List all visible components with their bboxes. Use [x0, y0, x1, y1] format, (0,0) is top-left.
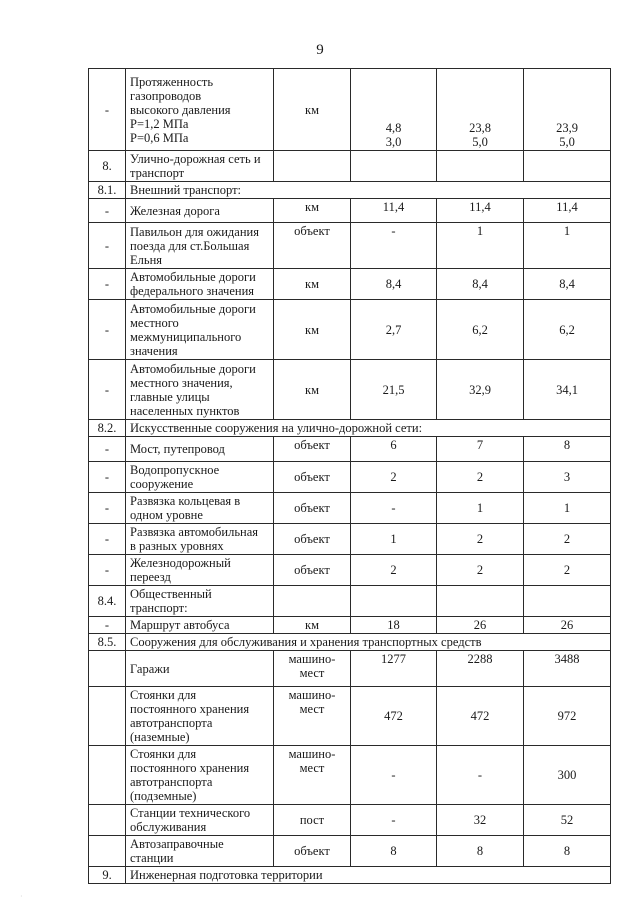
- row-number: 9.: [89, 867, 126, 884]
- table-row: [89, 199, 611, 223]
- text-line: 21,5: [382, 382, 405, 397]
- text-line: 18: [387, 618, 400, 632]
- value-cell: [351, 687, 437, 746]
- unit-cell: объект: [274, 462, 351, 493]
- text-line: 2: [476, 532, 484, 546]
- text-line: местного значения,: [130, 375, 233, 390]
- value-cell: [437, 687, 524, 746]
- indicator-name: [126, 199, 274, 223]
- section-title: Внешний транспорт:: [126, 182, 611, 199]
- text-line: Гаражи: [130, 661, 170, 676]
- table-row: [89, 586, 611, 617]
- text-line: обслуживания: [130, 820, 207, 834]
- text-line: Павильон для ожидания: [130, 224, 259, 239]
- table-row: [89, 836, 611, 867]
- unit-cell: объект: [274, 437, 351, 462]
- indicator-name: [126, 836, 274, 867]
- text-line: 23,9: [556, 121, 578, 135]
- text-line: 2: [476, 470, 484, 484]
- value-cell: [524, 586, 611, 617]
- text-line: (подземные): [130, 789, 197, 803]
- table-row: [89, 617, 611, 634]
- indicator-name: [126, 300, 274, 360]
- value-cell: [437, 223, 524, 269]
- text-line: 8: [476, 844, 484, 858]
- text-line: Стоянки для: [130, 747, 197, 761]
- row-number: -: [89, 223, 126, 269]
- value-cell: [437, 555, 524, 586]
- text-line: 2: [476, 563, 484, 577]
- text-line: Мост, путепровод: [130, 442, 225, 456]
- indicator-name: [126, 651, 274, 687]
- text-line: Водопропускное: [130, 463, 220, 477]
- unit-cell: км: [274, 360, 351, 420]
- text-line: в разных уровнях: [130, 539, 224, 553]
- value-cell: [437, 151, 524, 182]
- text-line: 11,4: [382, 200, 405, 214]
- text-line: 2288: [467, 652, 493, 666]
- text-line: 32: [473, 813, 487, 827]
- unit-cell: машино- мест: [274, 651, 351, 687]
- text-line: -: [391, 768, 396, 782]
- table-row: [89, 360, 611, 420]
- text-line: Ельня: [130, 252, 163, 267]
- value-cell: [351, 586, 437, 617]
- text-line: Автомобильные дороги: [130, 301, 256, 316]
- row-number: [89, 746, 126, 805]
- text-line: 3: [563, 470, 571, 484]
- text-line: 8: [563, 438, 571, 452]
- value-cell: [351, 555, 437, 586]
- indicator-name: [126, 555, 274, 586]
- value-cell: [524, 746, 611, 805]
- text-line: станции: [130, 851, 174, 865]
- text-line: транспорт:: [130, 601, 188, 615]
- row-number: -: [89, 617, 126, 634]
- text-line: Маршрут автобуса: [130, 618, 230, 632]
- text-line: 3,0: [385, 135, 402, 149]
- text-line: 8,4: [472, 277, 488, 291]
- value-cell: [437, 617, 524, 634]
- value-cell: [351, 462, 437, 493]
- row-number: -: [89, 437, 126, 462]
- indicator-name: [126, 617, 274, 634]
- row-number: -: [89, 524, 126, 555]
- indicator-name: [126, 462, 274, 493]
- text-line: 2: [390, 563, 397, 577]
- indicator-name: [126, 493, 274, 524]
- text-line: 2: [563, 563, 571, 577]
- table-row: [89, 524, 611, 555]
- indicator-name: [126, 69, 274, 151]
- row-number: -: [89, 493, 126, 524]
- row-number: [89, 687, 126, 746]
- value-cell: [351, 269, 437, 300]
- table-row: [89, 746, 611, 805]
- indicator-name: [126, 524, 274, 555]
- text-line: 1: [476, 501, 484, 515]
- text-line: 11,4: [469, 200, 491, 214]
- value-cell: [437, 269, 524, 300]
- value-cell: [437, 836, 524, 867]
- text-line: 2: [390, 470, 397, 484]
- text-line: транспорт: [130, 166, 185, 180]
- value-cell: [524, 493, 611, 524]
- value-cell: [437, 199, 524, 223]
- row-number: -: [89, 555, 126, 586]
- page-number: 9: [316, 42, 324, 58]
- text-line: 2,7: [385, 322, 402, 337]
- row-number: 8.: [89, 151, 126, 182]
- unit-cell: объект: [274, 836, 351, 867]
- value-cell: [524, 223, 611, 269]
- section-row: [89, 634, 611, 651]
- indicators-table: [88, 68, 611, 884]
- text-line: 23,8: [469, 121, 491, 135]
- indicator-name: [126, 586, 274, 617]
- value-cell: [524, 617, 611, 634]
- value-cell: [524, 199, 611, 223]
- value-cell: [351, 69, 437, 151]
- value-cell: [437, 746, 524, 805]
- value-cell: [351, 617, 437, 634]
- value-cell: [351, 199, 437, 223]
- text-line: 32,9: [469, 382, 491, 397]
- value-cell: [524, 269, 611, 300]
- value-cell: [524, 437, 611, 462]
- text-line: Общественный: [130, 587, 212, 601]
- unit-cell: км: [274, 617, 351, 634]
- value-cell: [351, 836, 437, 867]
- table-row: [89, 437, 611, 462]
- table-row: [89, 300, 611, 360]
- text-line: P=0,6 МПа: [130, 130, 189, 145]
- value-cell: [524, 462, 611, 493]
- value-cell: [437, 651, 524, 687]
- value-cell: [524, 69, 611, 151]
- value-cell: [437, 586, 524, 617]
- text-line: главные улицы: [130, 389, 210, 404]
- value-cell: [524, 555, 611, 586]
- table-row: [89, 151, 611, 182]
- value-cell: [524, 300, 611, 360]
- indicator-name: [126, 687, 274, 746]
- table-row: [89, 462, 611, 493]
- text-line: Автомобильные дороги: [130, 270, 256, 284]
- table-row: [89, 555, 611, 586]
- unit-cell: объект: [274, 524, 351, 555]
- value-cell: [524, 805, 611, 836]
- text-line: -: [391, 813, 396, 827]
- unit-cell: км: [274, 199, 351, 223]
- text-line: автотранспорта: [130, 716, 213, 730]
- text-line: Протяженность: [130, 74, 214, 89]
- text-line: P=1,2 МПа: [130, 116, 189, 131]
- value-cell: [437, 69, 524, 151]
- value-cell: [351, 437, 437, 462]
- unit-cell: км: [274, 269, 351, 300]
- value-cell: [351, 223, 437, 269]
- value-cell: [351, 651, 437, 687]
- row-number: -: [89, 69, 126, 151]
- unit-cell: объект: [274, 493, 351, 524]
- indicator-name: [126, 746, 274, 805]
- unit-cell: машино- мест: [274, 746, 351, 805]
- value-cell: [437, 524, 524, 555]
- indicator-name: [126, 151, 274, 182]
- text-line: Развязка автомобильная: [130, 525, 259, 539]
- text-line: 26: [560, 618, 574, 632]
- indicator-name: [126, 805, 274, 836]
- value-cell: [351, 360, 437, 420]
- scan-edge-mark: ·: [20, 892, 23, 901]
- text-line: межмуниципального: [130, 329, 242, 344]
- table-row: [89, 651, 611, 687]
- text-line: 52: [560, 813, 574, 827]
- text-line: 3488: [554, 652, 580, 666]
- row-number: 8.2.: [89, 420, 126, 437]
- text-line: Станции технического: [130, 806, 251, 820]
- text-line: 11,4: [556, 200, 578, 214]
- row-number: [89, 651, 126, 687]
- indicator-name: [126, 437, 274, 462]
- text-line: автотранспорта: [130, 775, 213, 789]
- text-line: 1: [390, 532, 397, 546]
- text-line: 8,4: [385, 277, 402, 291]
- value-cell: [351, 746, 437, 805]
- text-line: одном уровне: [130, 508, 203, 522]
- value-cell: [524, 651, 611, 687]
- text-line: 1: [563, 224, 571, 238]
- unit-cell: машино- мест: [274, 687, 351, 746]
- text-line: 1: [563, 501, 571, 515]
- text-line: газопроводов: [130, 88, 202, 103]
- value-cell: [524, 151, 611, 182]
- text-line: -: [391, 501, 396, 515]
- text-line: (наземные): [130, 730, 190, 744]
- row-number: [89, 836, 126, 867]
- value-cell: [351, 805, 437, 836]
- text-line: высокого давления: [130, 102, 231, 117]
- text-line: переезд: [130, 570, 171, 584]
- unit-cell: объект: [274, 223, 351, 269]
- unit-cell: км: [274, 69, 351, 151]
- value-cell: [524, 836, 611, 867]
- value-cell: [437, 462, 524, 493]
- text-line: 6,2: [472, 322, 488, 337]
- text-line: федерального значения: [130, 284, 255, 298]
- section-title: Сооружения для обслуживания и хранения транспортных средств: [126, 634, 611, 651]
- row-number: 8.1.: [89, 182, 126, 199]
- text-line: Улично-дорожная сеть и: [130, 152, 261, 166]
- text-line: постоянного хранения: [130, 702, 250, 716]
- row-number: -: [89, 269, 126, 300]
- text-line: Автомобильные дороги: [130, 361, 256, 376]
- unit-cell: объект: [274, 555, 351, 586]
- row-number: -: [89, 300, 126, 360]
- text-line: 5,0: [472, 135, 488, 149]
- text-line: постоянного хранения: [130, 761, 250, 775]
- unit-cell: [274, 586, 351, 617]
- text-line: 7: [476, 438, 484, 452]
- section-row: [89, 867, 611, 884]
- value-cell: [351, 300, 437, 360]
- text-line: 8: [563, 844, 571, 858]
- row-number: -: [89, 360, 126, 420]
- value-cell: [351, 524, 437, 555]
- value-cell: [524, 524, 611, 555]
- text-line: Развязка кольцевая в: [130, 494, 241, 508]
- value-cell: [437, 805, 524, 836]
- text-line: -: [477, 768, 483, 782]
- text-line: 1: [476, 224, 484, 238]
- indicator-name: [126, 269, 274, 300]
- row-number: 8.5.: [89, 634, 126, 651]
- text-line: населенных пунктов: [130, 403, 240, 418]
- text-line: 972: [557, 709, 577, 723]
- table-row: [89, 687, 611, 746]
- row-number: -: [89, 462, 126, 493]
- table-row: [89, 269, 611, 300]
- text-line: Железнодорожный: [130, 556, 231, 570]
- table-row: [89, 805, 611, 836]
- text-line: значения: [130, 343, 178, 358]
- text-line: 472: [384, 709, 403, 723]
- section-row: [89, 420, 611, 437]
- value-cell: [437, 300, 524, 360]
- text-line: 26: [473, 618, 487, 632]
- table-row: [89, 493, 611, 524]
- unit-cell: км: [274, 300, 351, 360]
- text-line: 8: [390, 844, 397, 858]
- table-row: [89, 69, 611, 151]
- value-cell: [437, 493, 524, 524]
- text-line: Автозаправочные: [130, 837, 224, 851]
- text-line: 2: [563, 532, 571, 546]
- text-line: 6,2: [559, 322, 575, 337]
- text-line: -: [391, 224, 396, 238]
- indicator-name: [126, 223, 274, 269]
- text-line: 8,4: [559, 277, 575, 291]
- text-line: Стоянки для: [130, 688, 197, 702]
- value-cell: [524, 360, 611, 420]
- text-line: 472: [470, 709, 490, 723]
- text-line: 1277: [381, 652, 406, 666]
- indicator-name: [126, 360, 274, 420]
- value-cell: [437, 360, 524, 420]
- value-cell: [351, 151, 437, 182]
- section-row: [89, 182, 611, 199]
- value-cell: [524, 687, 611, 746]
- text-line: местного: [130, 315, 179, 330]
- text-line: 4,8: [385, 121, 402, 135]
- section-title: Инженерная подготовка территории: [126, 867, 611, 884]
- row-number: [89, 805, 126, 836]
- text-line: 34,1: [556, 382, 578, 397]
- section-title: Искусственные сооружения на улично-дорожной сети:: [126, 420, 611, 437]
- table-row: [89, 223, 611, 269]
- value-cell: [351, 493, 437, 524]
- row-number: 8.4.: [89, 586, 126, 617]
- row-number: -: [89, 199, 126, 223]
- unit-cell: [274, 151, 351, 182]
- text-line: Железная дорога: [130, 203, 220, 218]
- text-line: 6: [390, 438, 397, 452]
- text-line: 300: [557, 768, 577, 782]
- value-cell: [437, 437, 524, 462]
- unit-cell: пост: [274, 805, 351, 836]
- text-line: 5,0: [559, 135, 575, 149]
- text-line: поезда для ст.Большая: [130, 238, 250, 253]
- text-line: сооружение: [130, 477, 194, 491]
